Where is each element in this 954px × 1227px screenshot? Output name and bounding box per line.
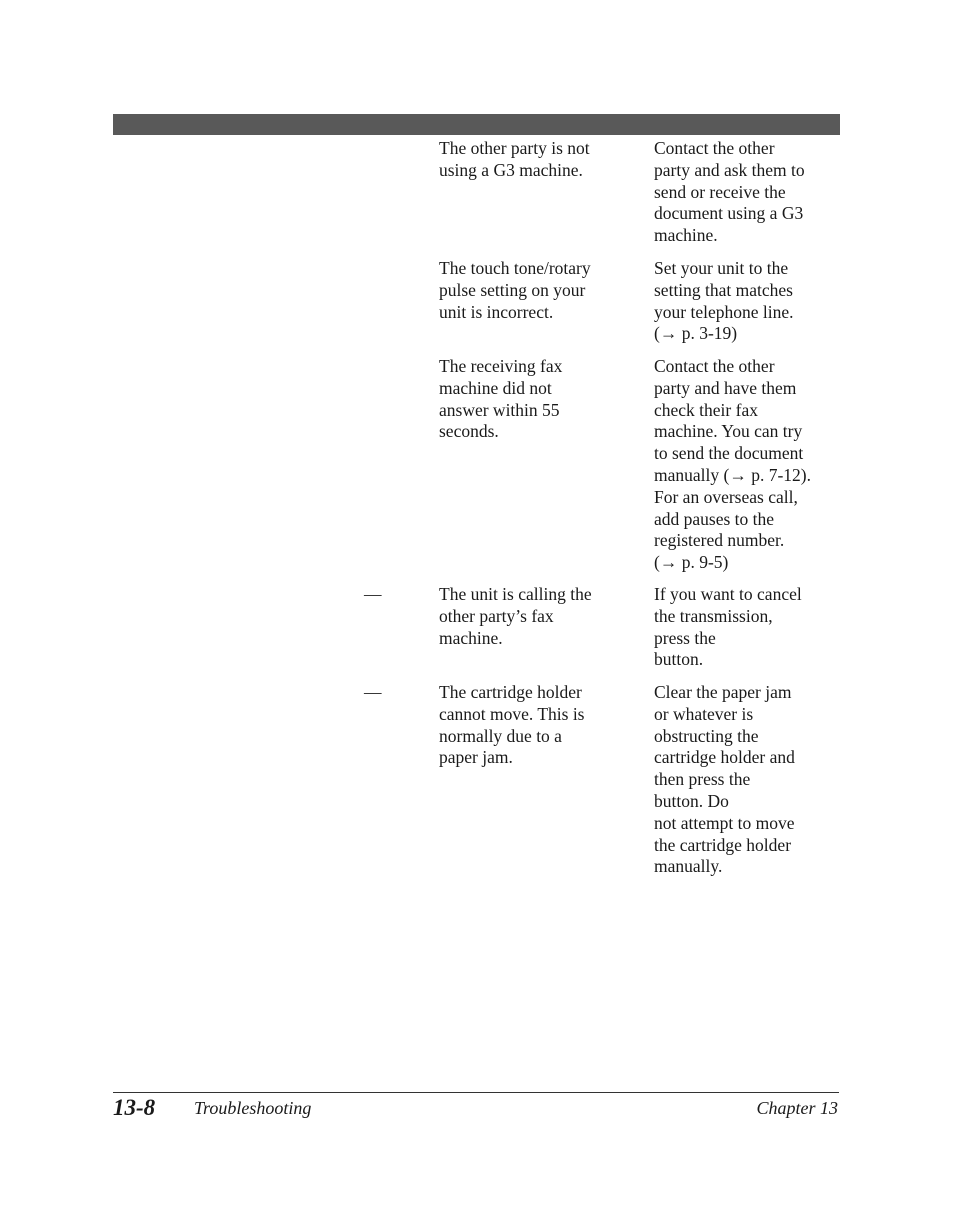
table-header-bar [113,114,840,135]
action-text: Set your unit to the setting that matches your telephone line. (→ p. 3-19) [654,258,794,344]
cause-text: The unit is calling the other party’s fax machine. [439,584,592,648]
cause-text: The cartridge holder cannot move. This is normally due to a paper jam. [439,682,585,768]
error-code: — [364,682,382,702]
cause-text: The touch tone/rotary pulse setting on your unit is incorrect. [439,258,591,322]
cause-text: The receiving fax machine did not answer within 55 seconds. [439,356,563,442]
action-text: Clear the paper jam or whatever is obstructing the cartridge holder and then press the button. Do not attempt to move the cartridge holder manually. [654,682,795,877]
action-text: Contact the other party and ask them to send or receive the document using a G3 machine. [654,138,805,246]
chapter-title: Chapter 13 [756,1098,838,1118]
action-text: Contact the other party and have them check their fax machine. You can try to send the document manually (→ p. 7-12). For an overseas call, add pauses to the registered number. (→ p. 9-5) [654,356,811,573]
cause-text: The other party is not using a G3 machine. [439,138,590,180]
footer-rule [113,1092,839,1093]
page-number: 13-8 [113,1095,156,1120]
action-text: If you want to cancel the transmission, press the button. [654,584,802,670]
error-code: — [364,584,382,604]
section-title: Troubleshooting [194,1098,312,1118]
